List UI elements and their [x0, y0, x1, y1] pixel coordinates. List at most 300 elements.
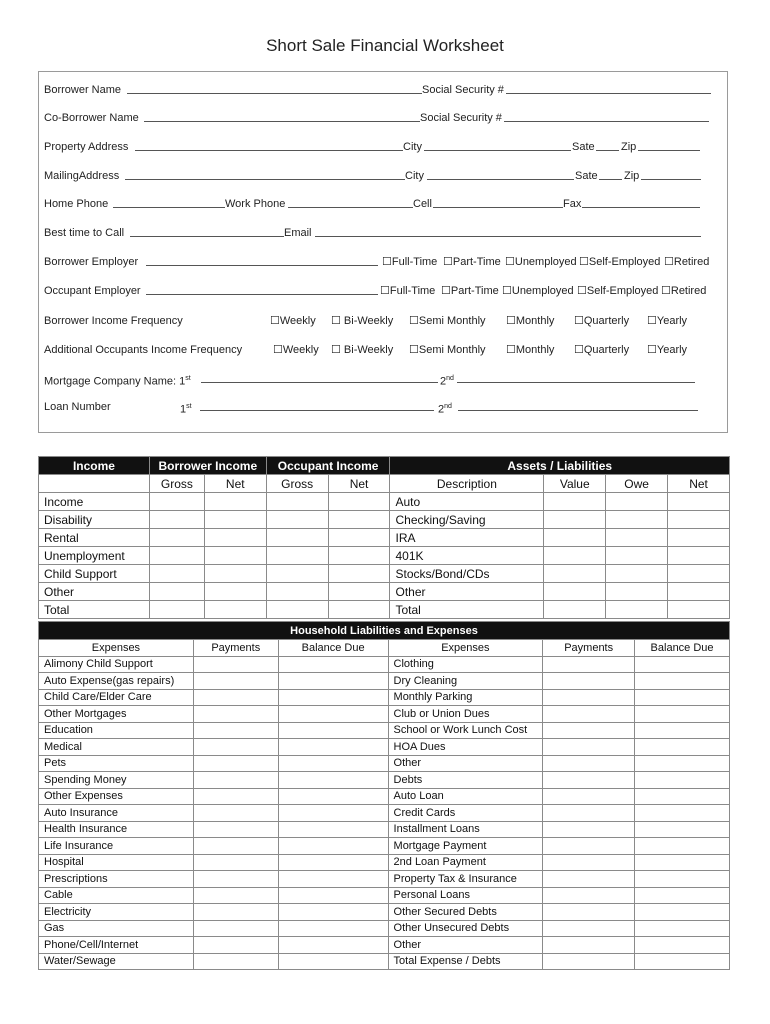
table-row — [39, 887, 730, 904]
state-label: Sate — [572, 141, 595, 153]
balance-due-cell[interactable] — [278, 772, 388, 789]
payment-cell[interactable] — [543, 788, 635, 805]
option-label: Yearly — [656, 315, 688, 327]
expense-label: Other — [388, 755, 543, 772]
city-label: City — [403, 141, 422, 153]
balance-due-cell[interactable] — [278, 805, 388, 822]
asset-net-cell[interactable] — [668, 529, 730, 547]
table-row — [39, 920, 730, 937]
checkbox-yearly[interactable]: ☐Yearly — [647, 315, 688, 327]
checkbox-unemployed[interactable]: ☐Unemployed — [505, 256, 577, 268]
expense-label: Alimony Child Support — [39, 656, 194, 673]
payment-cell[interactable] — [543, 689, 635, 706]
balance-due-cell[interactable] — [635, 920, 730, 937]
table-row — [39, 529, 730, 547]
balance-due-cell[interactable] — [635, 689, 730, 706]
checkbox-semi-monthly[interactable]: ☐Semi Monthly — [409, 315, 486, 327]
balance-due-cell[interactable] — [635, 722, 730, 739]
additional-income-frequency-label: Additional Occupants Income Frequency — [44, 344, 243, 356]
expense-label: Installment Loans — [388, 821, 543, 838]
asset-description: 401K — [390, 547, 544, 565]
payment-cell[interactable] — [193, 772, 278, 789]
gross-heading: Gross — [266, 475, 328, 493]
borrower-gross-cell[interactable] — [149, 547, 204, 565]
balance-due-cell[interactable] — [278, 904, 388, 921]
balance-due-cell[interactable] — [278, 953, 388, 970]
asset-value-cell[interactable] — [544, 511, 606, 529]
mortgage-company-2-field[interactable] — [457, 372, 695, 383]
balance-due-cell[interactable] — [278, 656, 388, 673]
balance-due-cell[interactable] — [278, 755, 388, 772]
asset-description: Stocks/Bond/CDs — [390, 565, 544, 583]
zip2-field[interactable] — [641, 169, 701, 180]
borrower-gross-cell[interactable] — [149, 529, 204, 547]
income-assets-table — [38, 456, 730, 619]
best-time-label: Best time to Call — [44, 227, 125, 239]
occupant-net-cell[interactable] — [328, 493, 390, 511]
expense-label: Other Expenses — [39, 788, 194, 805]
table-row — [39, 673, 730, 690]
income-heading: Income — [39, 457, 150, 475]
payment-cell[interactable] — [543, 887, 635, 904]
table-row — [39, 821, 730, 838]
first-label — [180, 400, 192, 417]
option-label: Yearly — [656, 344, 688, 356]
checkbox-semi-monthly[interactable]: ☐Semi Monthly — [409, 344, 486, 356]
expense-label: Club or Union Dues — [388, 706, 543, 723]
checkbox-full-time[interactable]: ☐Full-Time — [382, 256, 438, 268]
household-liabilities-bar — [39, 622, 730, 640]
second-label — [440, 372, 454, 389]
checkbox-self-employed[interactable]: ☐Self-Employed — [577, 285, 659, 297]
table-row — [39, 583, 730, 601]
balance-due-cell[interactable] — [278, 854, 388, 871]
ssn-field[interactable] — [506, 83, 711, 94]
occupant-gross-cell[interactable] — [266, 565, 328, 583]
borrower-net-cell[interactable] — [204, 493, 266, 511]
expense-label: Education — [39, 722, 194, 739]
checkbox-bi-weekly[interactable]: ☐ Bi-Weekly — [331, 344, 394, 356]
asset-owe-cell[interactable] — [606, 601, 668, 619]
net-heading: Net — [328, 475, 390, 493]
balance-due-cell[interactable] — [635, 755, 730, 772]
ssn2-label: Social Security # — [420, 112, 502, 124]
first-number: 1 — [180, 403, 187, 416]
expense-label: Monthly Parking — [388, 689, 543, 706]
payment-cell[interactable] — [543, 904, 635, 921]
table-row — [39, 722, 730, 739]
expense-label: Other Mortgages — [39, 706, 194, 723]
city-field[interactable] — [424, 140, 571, 151]
table-row — [39, 838, 730, 855]
state2-label: Sate — [575, 170, 598, 182]
payment-cell[interactable] — [193, 706, 278, 723]
occupant-net-cell[interactable] — [328, 583, 390, 601]
payment-cell[interactable] — [193, 937, 278, 954]
balance-due-cell[interactable] — [635, 937, 730, 954]
expense-label: Medical — [39, 739, 194, 756]
payment-cell[interactable] — [543, 854, 635, 871]
borrower-employer-label: Borrower Employer — [44, 256, 139, 268]
payment-cell[interactable] — [193, 755, 278, 772]
expense-label: Prescriptions — [39, 871, 194, 888]
option-label: Weekly — [282, 344, 319, 356]
asset-value-cell[interactable] — [544, 565, 606, 583]
payment-cell[interactable] — [193, 887, 278, 904]
balance-due-cell[interactable] — [635, 739, 730, 756]
home-phone-field[interactable] — [113, 197, 225, 208]
asset-description: IRA — [390, 529, 544, 547]
occupant-income-heading: Occupant Income — [266, 457, 390, 475]
balance-due-cell[interactable] — [635, 838, 730, 855]
household-liabilities-heading: Household Liabilities and Expenses — [39, 622, 730, 640]
expense-label: Cable — [39, 887, 194, 904]
superscript-st: st — [186, 403, 192, 410]
assets-liabilities-heading: Assets / Liabilities — [390, 457, 730, 475]
expense-label: School or Work Lunch Cost — [388, 722, 543, 739]
balance-due-cell[interactable] — [278, 838, 388, 855]
income-label: Unemployment — [39, 547, 150, 565]
expense-label: Other — [388, 937, 543, 954]
mortgage-company-1-field[interactable] — [201, 372, 438, 383]
payment-cell[interactable] — [543, 656, 635, 673]
occupant-employer-field[interactable] — [146, 284, 378, 295]
balance-due-cell[interactable] — [635, 788, 730, 805]
asset-net-cell[interactable] — [668, 565, 730, 583]
occupant-gross-cell[interactable] — [266, 583, 328, 601]
borrower-net-cell[interactable] — [204, 583, 266, 601]
asset-net-cell[interactable] — [668, 547, 730, 565]
balance-due-cell[interactable] — [635, 953, 730, 970]
expense-label: Phone/Cell/Internet — [39, 937, 194, 954]
asset-value-cell[interactable] — [544, 601, 606, 619]
expense-label: Gas — [39, 920, 194, 937]
expense-label: Water/Sewage — [39, 953, 194, 970]
borrower-gross-cell[interactable] — [149, 511, 204, 529]
expense-label: Other Secured Debts — [388, 904, 543, 921]
option-label: Monthly — [515, 344, 555, 356]
occupant-net-cell[interactable] — [328, 565, 390, 583]
payments-heading: Payments — [193, 640, 278, 657]
payment-cell[interactable] — [543, 755, 635, 772]
balance-due-cell[interactable] — [278, 788, 388, 805]
payment-cell[interactable] — [543, 772, 635, 789]
payment-cell[interactable] — [193, 689, 278, 706]
occupant-gross-cell[interactable] — [266, 529, 328, 547]
zip-label: Zip — [621, 141, 637, 153]
checkbox-retired[interactable]: ☐Retired — [661, 285, 707, 297]
payment-cell[interactable] — [193, 920, 278, 937]
expenses-table — [38, 621, 730, 970]
payment-cell[interactable] — [193, 854, 278, 871]
borrower-name-field[interactable] — [127, 83, 422, 94]
asset-owe-cell[interactable] — [606, 583, 668, 601]
occupant-net-cell[interactable] — [328, 601, 390, 619]
option-label: Part-Time — [450, 285, 499, 297]
payment-cell[interactable] — [193, 788, 278, 805]
borrower-gross-cell[interactable] — [149, 601, 204, 619]
cell-label: Cell — [413, 198, 432, 210]
description-heading: Description — [390, 475, 544, 493]
state2-field[interactable] — [599, 169, 622, 180]
balance-due-cell[interactable] — [278, 871, 388, 888]
expense-label: Electricity — [39, 904, 194, 921]
property-address-field[interactable] — [135, 140, 403, 151]
zip2-label: Zip — [624, 170, 640, 182]
borrower-net-cell[interactable] — [204, 565, 266, 583]
asset-owe-cell[interactable] — [606, 511, 668, 529]
asset-value-cell[interactable] — [544, 493, 606, 511]
balance-due-cell[interactable] — [278, 722, 388, 739]
checkbox-monthly[interactable]: ☐Monthly — [506, 344, 555, 356]
income-label: Rental — [39, 529, 150, 547]
mailing-address-label: MailingAddress — [44, 170, 120, 182]
borrower-employer-field[interactable] — [146, 255, 378, 266]
balance-due-cell[interactable] — [278, 739, 388, 756]
option-label: Self-Employed — [588, 256, 661, 268]
second-number: 2 — [440, 375, 447, 388]
payment-cell[interactable] — [193, 821, 278, 838]
balance-due-heading: Balance Due — [278, 640, 388, 657]
expense-label: Child Care/Elder Care — [39, 689, 194, 706]
table-row — [39, 788, 730, 805]
loan-number-2-field[interactable] — [458, 400, 698, 411]
blank-cell — [39, 475, 150, 493]
payment-cell[interactable] — [543, 706, 635, 723]
payment-cell[interactable] — [193, 953, 278, 970]
coborrower-name-label: Co-Borrower Name — [44, 112, 139, 124]
option-label: Semi Monthly — [418, 344, 486, 356]
zip-field[interactable] — [638, 140, 700, 151]
expense-label: Auto Expense(gas repairs) — [39, 673, 194, 690]
table-row — [39, 656, 730, 673]
value-heading: Value — [544, 475, 606, 493]
asset-owe-cell[interactable] — [606, 529, 668, 547]
gross-heading: Gross — [149, 475, 204, 493]
balance-due-cell[interactable] — [635, 821, 730, 838]
asset-owe-cell[interactable] — [606, 493, 668, 511]
expense-label: Clothing — [388, 656, 543, 673]
checkbox-yearly[interactable]: ☐Yearly — [647, 344, 688, 356]
balance-due-cell[interactable] — [635, 772, 730, 789]
occupant-employer-label: Occupant Employer — [44, 285, 141, 297]
asset-net-cell[interactable] — [668, 583, 730, 601]
option-label: Full-Time — [389, 285, 436, 297]
table-row — [39, 565, 730, 583]
payments-heading: Payments — [543, 640, 635, 657]
checkbox-unemployed[interactable]: ☐Unemployed — [502, 285, 574, 297]
expense-label: Property Tax & Insurance — [388, 871, 543, 888]
asset-value-cell[interactable] — [544, 529, 606, 547]
option-label: Unemployed — [514, 256, 577, 268]
option-label: Bi-Weekly — [343, 315, 394, 327]
option-label: Quarterly — [583, 344, 630, 356]
checkbox-full-time[interactable]: ☐Full-Time — [380, 285, 436, 297]
payment-cell[interactable] — [543, 838, 635, 855]
balance-due-cell[interactable] — [635, 706, 730, 723]
borrower-net-cell[interactable] — [204, 547, 266, 565]
income-subheader-row — [39, 475, 730, 493]
borrower-net-cell[interactable] — [204, 529, 266, 547]
ssn-label: Social Security # — [422, 84, 504, 96]
payment-cell[interactable] — [543, 673, 635, 690]
expense-label: Hospital — [39, 854, 194, 871]
balance-due-cell[interactable] — [278, 689, 388, 706]
loan-number-label: Loan Number — [44, 401, 111, 413]
balance-due-cell[interactable] — [635, 854, 730, 871]
income-label: Other — [39, 583, 150, 601]
superscript-nd: nd — [446, 375, 454, 382]
balance-due-cell[interactable] — [635, 904, 730, 921]
borrower-gross-cell[interactable] — [149, 565, 204, 583]
work-phone-label: Work Phone — [225, 198, 286, 210]
balance-due-cell[interactable] — [635, 673, 730, 690]
balance-due-cell[interactable] — [635, 871, 730, 888]
payment-cell[interactable] — [543, 805, 635, 822]
asset-value-cell[interactable] — [544, 547, 606, 565]
balance-due-cell[interactable] — [635, 656, 730, 673]
occupant-gross-cell[interactable] — [266, 493, 328, 511]
table-row — [39, 689, 730, 706]
option-label: Semi Monthly — [418, 315, 486, 327]
borrower-gross-cell[interactable] — [149, 493, 204, 511]
balance-due-cell[interactable] — [278, 821, 388, 838]
expenses-header-row — [39, 640, 730, 657]
borrower-net-cell[interactable] — [204, 601, 266, 619]
borrower-gross-cell[interactable] — [149, 583, 204, 601]
city2-field[interactable] — [427, 169, 574, 180]
balance-due-cell[interactable] — [278, 937, 388, 954]
loan-number-1-field[interactable] — [200, 400, 434, 411]
asset-owe-cell[interactable] — [606, 547, 668, 565]
expense-label: Life Insurance — [39, 838, 194, 855]
income-label: Child Support — [39, 565, 150, 583]
state-field[interactable] — [596, 140, 619, 151]
borrower-net-cell[interactable] — [204, 511, 266, 529]
checkbox-quarterly[interactable]: ☐Quarterly — [574, 315, 630, 327]
owe-heading: Owe — [606, 475, 668, 493]
checkbox-part-time[interactable]: ☐Part-Time — [441, 285, 499, 297]
page-title: Short Sale Financial Worksheet — [266, 36, 504, 55]
income-body — [39, 493, 730, 619]
occupant-net-cell[interactable] — [328, 511, 390, 529]
occupant-net-cell[interactable] — [328, 529, 390, 547]
payment-cell[interactable] — [193, 673, 278, 690]
expense-label: Other Unsecured Debts — [388, 920, 543, 937]
asset-net-cell[interactable] — [668, 511, 730, 529]
mailing-address-field[interactable] — [125, 169, 405, 180]
fax-field[interactable] — [582, 197, 700, 208]
option-label: Retired — [670, 285, 707, 297]
payment-cell[interactable] — [193, 838, 278, 855]
expense-label: Mortgage Payment — [388, 838, 543, 855]
table-row — [39, 706, 730, 723]
balance-due-cell[interactable] — [278, 706, 388, 723]
balance-due-cell[interactable] — [278, 887, 388, 904]
option-label: Quarterly — [583, 315, 630, 327]
balance-due-cell[interactable] — [278, 920, 388, 937]
checkbox-monthly[interactable]: ☐Monthly — [506, 315, 555, 327]
cell-field[interactable] — [433, 197, 563, 208]
payment-cell[interactable] — [543, 920, 635, 937]
expense-label: Pets — [39, 755, 194, 772]
asset-net-cell[interactable] — [668, 493, 730, 511]
asset-net-cell[interactable] — [668, 601, 730, 619]
table-row — [39, 805, 730, 822]
city2-label: City — [405, 170, 424, 182]
occupant-gross-cell[interactable] — [266, 511, 328, 529]
net-heading: Net — [668, 475, 730, 493]
payment-cell[interactable] — [543, 953, 635, 970]
table-row — [39, 854, 730, 871]
payment-cell[interactable] — [193, 656, 278, 673]
expense-label: Personal Loans — [388, 887, 543, 904]
email-field[interactable] — [315, 226, 701, 237]
payment-cell[interactable] — [193, 805, 278, 822]
payment-cell[interactable] — [193, 722, 278, 739]
checkbox-self-employed[interactable]: ☐Self-Employed — [579, 256, 661, 268]
asset-description: Total — [390, 601, 544, 619]
payment-cell[interactable] — [543, 722, 635, 739]
payment-cell[interactable] — [543, 871, 635, 888]
option-label: Part-Time — [452, 256, 501, 268]
payment-cell[interactable] — [543, 821, 635, 838]
expense-label: 2nd Loan Payment — [388, 854, 543, 871]
table-row — [39, 772, 730, 789]
payment-cell[interactable] — [193, 904, 278, 921]
checkbox-bi-weekly[interactable]: ☐ Bi-Weekly — [331, 315, 394, 327]
balance-due-cell[interactable] — [278, 673, 388, 690]
superscript-nd: nd — [444, 403, 452, 410]
best-time-field[interactable] — [130, 226, 284, 237]
checkbox-part-time[interactable]: ☐Part-Time — [443, 256, 501, 268]
payment-cell[interactable] — [193, 871, 278, 888]
expense-label: Debts — [388, 772, 543, 789]
income-header-row — [39, 457, 730, 475]
balance-due-cell[interactable] — [635, 887, 730, 904]
occupant-gross-cell[interactable] — [266, 601, 328, 619]
table-row — [39, 739, 730, 756]
superscript-st: st — [185, 375, 191, 382]
table-row — [39, 601, 730, 619]
option-label: Self-Employed — [586, 285, 659, 297]
mortgage-company-text: Mortgage Company Name: 1 — [44, 375, 186, 388]
asset-description: Checking/Saving — [390, 511, 544, 529]
checkbox-weekly[interactable]: ☐Weekly — [273, 344, 319, 356]
payment-cell[interactable] — [543, 937, 635, 954]
borrower-income-heading: Borrower Income — [149, 457, 266, 475]
occupant-net-cell[interactable] — [328, 547, 390, 565]
ssn2-field[interactable] — [504, 111, 709, 122]
option-label: Retired — [673, 256, 710, 268]
second-number: 2 — [438, 403, 445, 416]
checkbox-quarterly[interactable]: ☐Quarterly — [574, 344, 630, 356]
asset-value-cell[interactable] — [544, 583, 606, 601]
checkbox-weekly[interactable]: ☐Weekly — [270, 315, 316, 327]
work-phone-field[interactable] — [288, 197, 413, 208]
asset-owe-cell[interactable] — [606, 565, 668, 583]
payment-cell[interactable] — [543, 739, 635, 756]
second-label — [438, 400, 452, 417]
asset-description: Other — [390, 583, 544, 601]
checkbox-retired[interactable]: ☐Retired — [664, 256, 710, 268]
balance-due-cell[interactable] — [635, 805, 730, 822]
table-row — [39, 755, 730, 772]
email-label: Email — [284, 227, 312, 239]
payment-cell[interactable] — [193, 739, 278, 756]
occupant-gross-cell[interactable] — [266, 547, 328, 565]
coborrower-name-field[interactable] — [144, 111, 420, 122]
